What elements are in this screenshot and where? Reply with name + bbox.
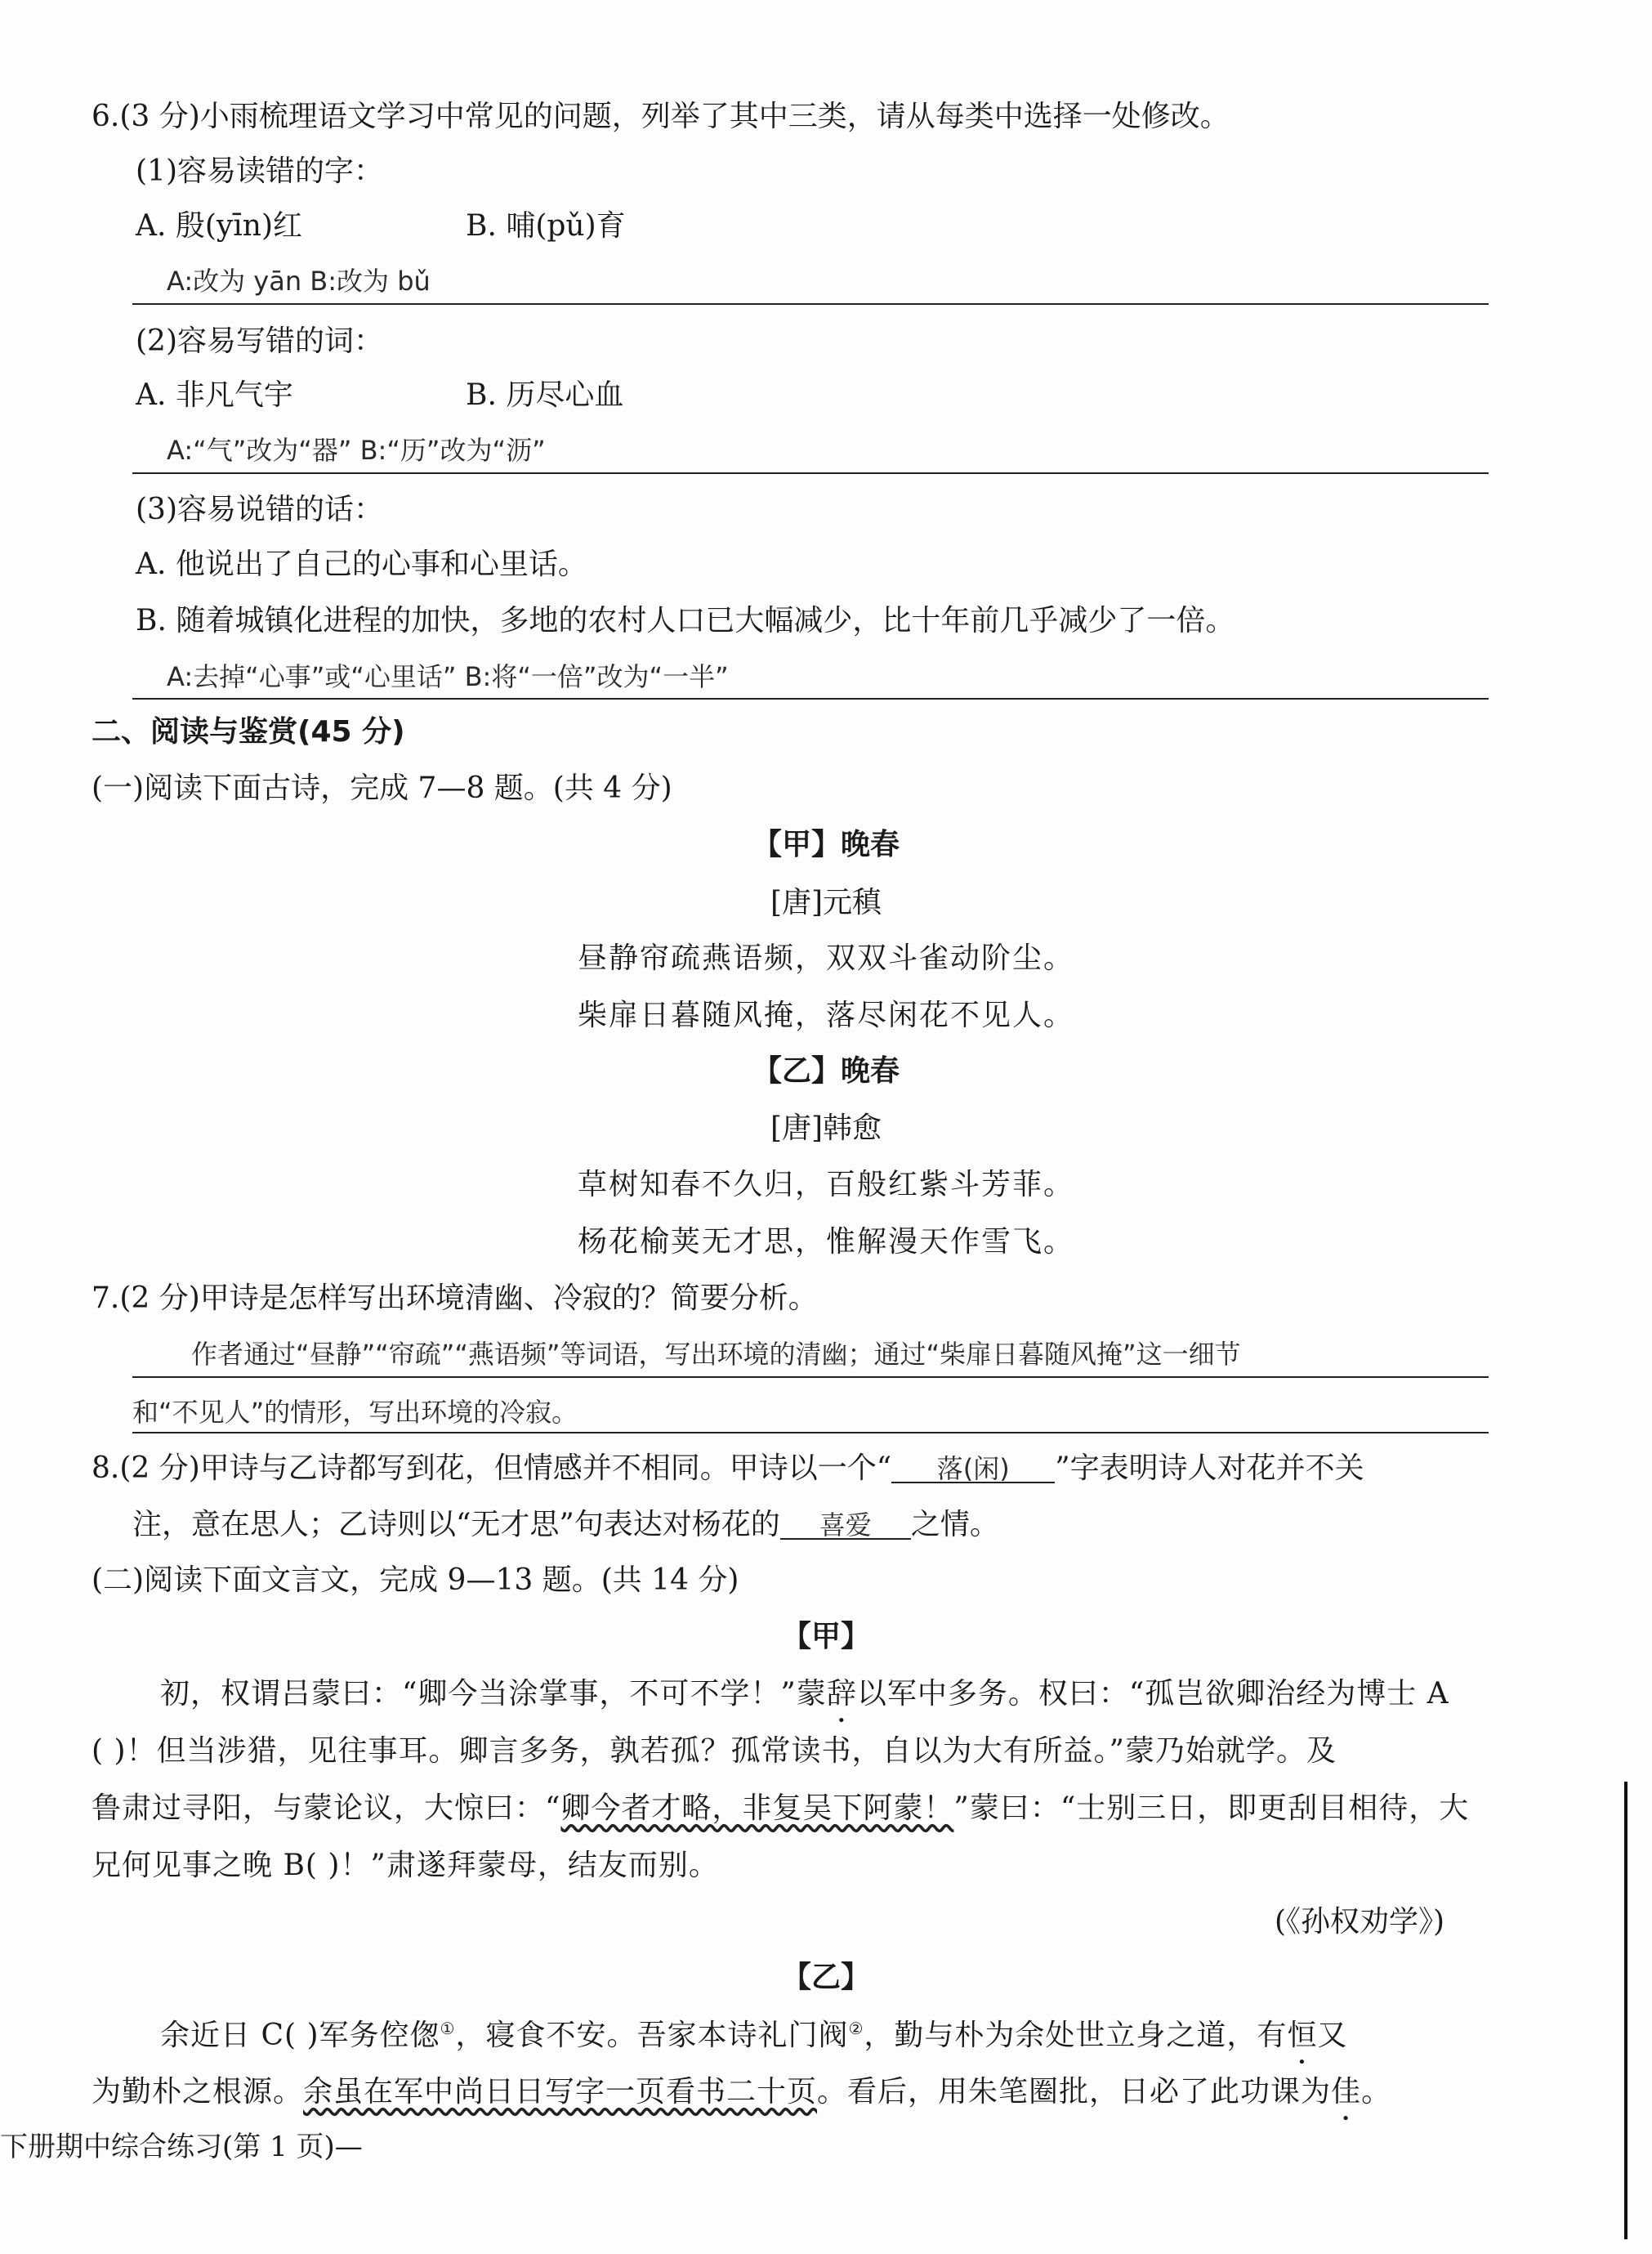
text-segment: ”蒙曰：“士别三日，即更刮目相待，大: [953, 1791, 1470, 1825]
text-segment: 初，权谓吕蒙曰：“卿今当涂掌事，不可不学！”蒙: [160, 1677, 827, 1711]
answer-line: [132, 303, 1489, 305]
text-a-line-2: ( )！但当涉猎，见往事耳。卿言多务，孰若孤？孤常读书，自以为大有所益。”蒙乃始就学。及: [92, 1734, 1337, 1768]
q6-part2-option-a: A. 非凡气宇: [136, 378, 293, 412]
q6-stem: 6.(3 分)小雨梳理语文学习中常见的问题，列举了其中三类，请从每类中选择一处修改。: [92, 100, 1230, 133]
footnote-marker: ①: [440, 2019, 456, 2038]
q8-text: 之情。: [910, 1508, 999, 1541]
q6-answer-1: A:改为 yān B:改为 bǔ: [167, 266, 431, 297]
q8-text: 8.(2 分)甲诗与乙诗都写到花，但情感并不相同。甲诗以一个“: [92, 1451, 892, 1485]
text-b-line-1: [160, 2020, 1347, 2051]
text-a-line-3: [92, 1791, 1470, 1825]
poem-b-line-1: 草树知春不久归，百般红紫斗芳菲。: [577, 1168, 1074, 1201]
poem-b-author: [唐]韩愈: [770, 1111, 882, 1145]
q6-part3-option-b: B. 随着城镇化进程的加快，多地的农村人口已大幅减少，比十年前几乎减少了一倍。: [136, 604, 1235, 637]
emphasized-char: 辞: [826, 1677, 857, 1711]
answer-line: [132, 698, 1489, 700]
q6-part3-option-a: A. 他说出了自己的心事和心里话。: [136, 548, 587, 581]
poem-a-line-1: 昼静帘疏燕语频，双双斗雀动阶尘。: [577, 941, 1074, 975]
q6-part2-label: (2)容易写错的词：: [136, 324, 383, 358]
answer-line: [132, 472, 1489, 474]
text-segment: ，勤与朴为余处世立身之道，有: [864, 2019, 1288, 2052]
q7-answer-line-2: 和“不见人”的情形，写出环境的冷寂。: [132, 1397, 578, 1428]
poem-a-line-2: 柴扉日暮随风掩，落尽闲花不见人。: [577, 999, 1074, 1032]
text-b-line-2: [92, 2077, 1391, 2107]
q8-text: ”字表明诗人对花并不关: [1055, 1451, 1364, 1485]
answer-line: [132, 1432, 1489, 1433]
q6-part1-label: (1)容易读错的字：: [136, 154, 383, 188]
q6-part1-option-a: A. 殷(yīn)红: [136, 209, 303, 243]
emphasized-char: 佳: [1331, 2075, 1362, 2109]
wavy-underlined-sentence: 余虽在军中尚日日写字一页看书二十页: [303, 2075, 818, 2109]
poem-a-title: 【甲】晚春: [752, 828, 900, 861]
page-footer: 下册期中综合练习(第 1 页)—: [0, 2131, 363, 2163]
emphasized-char: 恒: [1287, 2019, 1318, 2052]
answer-line: [132, 1376, 1489, 1378]
text-a-source: (《孙权劝学》): [1275, 1905, 1445, 1939]
text-segment: 又: [1317, 2019, 1348, 2052]
text-a-line-1: [160, 1679, 1449, 1709]
q6-part2-option-b: B. 历尽心血: [466, 378, 624, 412]
text-segment: 鲁肃过寻阳，与蒙论议，大惊曰：“: [92, 1791, 561, 1825]
q6-part1-option-b: B. 哺(pǔ)育: [466, 209, 626, 243]
footnote-marker: ②: [848, 2019, 864, 2038]
section-heading: 二、阅读与鉴赏(45 分): [92, 715, 405, 749]
q8-text: 注，意在思人；乙诗则以“无才思”句表达对杨花的: [132, 1508, 780, 1541]
poem-a-author: [唐]元稹: [770, 886, 882, 919]
part1-instructions: (一)阅读下面古诗，完成 7—8 题。(共 4 分): [92, 771, 672, 805]
poem-b-line-2: 杨花榆荚无才思，惟解漫天作雪飞。: [577, 1225, 1074, 1259]
q8-blank-2: 喜爱: [780, 1512, 911, 1540]
text-segment: 为勤朴之根源。: [92, 2075, 304, 2109]
q8-line-1: [92, 1451, 1364, 1485]
q8-line-2: [132, 1510, 999, 1540]
text-b-title: 【乙】: [781, 1961, 870, 1994]
q8-blank-1: 落(闲): [891, 1456, 1055, 1483]
binding-edge-line: [1624, 1782, 1627, 2239]
text-a-line-4: 兄何见事之晚 B( )！”肃遂拜蒙母，结友而别。: [92, 1849, 719, 1882]
text-segment: 余近日 C( )军务倥偬: [160, 2019, 440, 2052]
q7-answer-line-1: 作者通过“昼静”“帘疏”“燕语频”等词语，写出环境的清幽；通过“柴扉日暮随风掩”这一细节: [191, 1339, 1241, 1370]
text-segment: 。看后，用朱笔圈批，日必了此功课为: [817, 2075, 1332, 2109]
q6-answer-2: A:“气”改为“器” B:“历”改为“沥”: [167, 435, 546, 466]
text-segment: ，寝食不安。吾家本诗礼门阀: [455, 2019, 849, 2052]
poem-b-title: 【乙】晚春: [752, 1054, 900, 1088]
part2-instructions: (二)阅读下面文言文，完成 9—13 题。(共 14 分): [92, 1563, 739, 1597]
text-segment: 。: [1361, 2075, 1392, 2109]
q6-answer-3: A:去掉“心事”或“心里话” B:将“一倍”改为“一半”: [167, 661, 729, 692]
text-segment: 以军中多务。权曰：“孤岂欲卿治经为博士 A: [856, 1677, 1449, 1711]
text-a-title: 【甲】: [781, 1620, 870, 1653]
wavy-underlined-sentence: 卿今者才略，非复吴下阿蒙！: [560, 1791, 954, 1825]
q7-stem: 7.(2 分)甲诗是怎样写出环境清幽、冷寂的？简要分析。: [92, 1281, 818, 1315]
q6-part3-label: (3)容易说错的话：: [136, 493, 383, 526]
